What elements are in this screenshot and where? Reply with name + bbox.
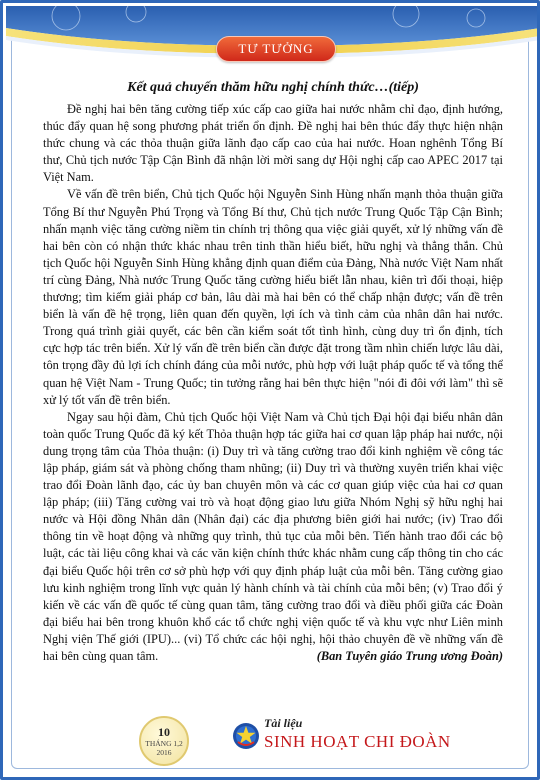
footer bbox=[6, 710, 534, 774]
article-paragraph: Đề nghị hai bên tăng cường tiếp xúc cấp cao giữa hai nước nhằm chỉ đạo, định hướng, thúc đẩy quan hệ song phương phát triển ổn định. Đề nghị hai bên thúc đẩy thực hiện nhận thức chung và các thỏa thuận giữa lãnh đạo cấp cao của hai nước. Hoan nghênh Tổng Bí thư, Chủ tịch nước Tập Cận Bình đã nhận lời mời sang dự Hội nghị cấp cao APEC 2017 tại Việt Nam. bbox=[43, 102, 503, 185]
page-number: 10 bbox=[158, 724, 170, 739]
issue-year: 2016 bbox=[156, 747, 172, 757]
magazine-subtitle: Tài liệu bbox=[264, 716, 303, 730]
section-label: TƯ TƯỞNG bbox=[238, 41, 314, 56]
article-title: Kết quả chuyến thăm hữu nghị chính thức…(tiếp) bbox=[127, 80, 419, 95]
issue-month: THÁNG 1,2 bbox=[145, 738, 183, 748]
article-paragraph-text: Ngay sau hội đàm, Chủ tịch Quốc hội Việt Nam và Chủ tịch Đại hội đại biểu nhân dân toàn quốc Trung Quốc đã ký kết Thỏa thuận hợp tác giữa hai cơ quan lập pháp hai nước, nội dung trọng tâm của Thỏa thuận: (i) Duy trì và tăng cường trao đổi kinh nghiệm về công tác lập pháp, giám sát và phòng chống tham nhũng; (ii) Duy trì và thường xuyên triển khai việc trao đổi Đoàn lãnh đạo, các ủy ban chuyên môn và các cơ quan giúp việc của hai cơ quan lập pháp; (iii) Tăng cường vai trò và hoạt động giao lưu giữa Nhóm Nghị sỹ hữu nghị hai nước và Hội đồng Nhân dân (Nhân đại) các địa phương biên giới hai nước; (iv) Trao đổi thông tin về hoạt động và những quy trình, thủ tục của mỗi bên. Tiến hành trao đổi các bộ luật, các tài liệu công khai và các văn kiện chính thức khác nhằm cung cấp thông tin cho các đại biểu Quốc hội trên cơ sở phù hợp với quy định pháp luật của mỗi bên. Tăng cường giao lưu kinh nghiệm trong lĩnh vực quản lý hành chính và tài chính của mỗi bên; (v) Trao đổi ý kiến về các vấn đề quốc tế cùng quan tâm, tăng cường trao đổi và điều phối giữa các Đoàn đại biểu hai bên trong khuôn khổ các tổ chức nghị viện quốc tế và khu vực như Liên minh Nghị viện Thế giới (IPU)... (vi) Tổ chức các hội nghị, hội thảo chuyên đề về những vấn đề hai bên cùng quan tâm. bbox=[43, 409, 503, 663]
article-attribution: (Ban Tuyên giáo Trung ương Đoàn) bbox=[316, 649, 503, 663]
page-number-badge bbox=[139, 716, 189, 766]
article-body bbox=[43, 101, 503, 665]
header-band bbox=[6, 6, 534, 68]
article-paragraph: Về vấn đề trên biển, Chủ tịch Quốc hội Nguyễn Sinh Hùng nhấn mạnh thỏa thuận giữa Tổng Bí thư Nguyễn Phú Trọng và Tổng Bí thư, Chủ tịch nước Trung Quốc Tập Cận Bình; nhấn mạnh việc tăng cường niềm tin chính trị thông qua việc giải quyết, xử lý những vấn đề hai bên còn có nhận thức khác nhau trên tinh thần hiểu biết, hữu nghị và thẳng thắn. Chủ tịch Quốc hội Nguyễn Sinh Hùng khẳng định quan điểm của Đảng, Nhà nước Việt Nam nhất trí cùng Đảng, Nhà nước Trung Quốc tăng cường hiểu biết lẫn nhau, kiên trì đối thoại, hiệp thương; tìm kiếm giải pháp cơ bản, lâu dài mà hai bên có thể chấp nhận được; vấn đề trên biển là vấn đề hệ trọng, liên quan đến quyền, lợi ích và tình cảm của nhân dân hai nước. Trong quá trình giải quyết, các bên cần kiểm soát tốt tình hình, cùng duy trì ổn định, tích cực hợp tác trên biển. Xử lý vấn đề trên biển cần được đặt trong tầm nhìn chiến lược lâu dài, tôn trọng đầy đủ lợi ích chính đáng của mỗi nước, phù hợp với luật pháp quốc tế và tổng thể quan hệ Việt Nam - Trung Quốc; tin tưởng rằng hai bên thực hiện "nói đi đôi với làm" thì sẽ xử lý tốt vấn đề trên biển. bbox=[43, 187, 503, 407]
magazine-title: SINH HOẠT CHI ĐOÀN bbox=[264, 732, 451, 751]
youth-union-emblem-icon bbox=[232, 722, 260, 750]
article-paragraph bbox=[43, 409, 503, 665]
section-badge bbox=[216, 36, 336, 62]
